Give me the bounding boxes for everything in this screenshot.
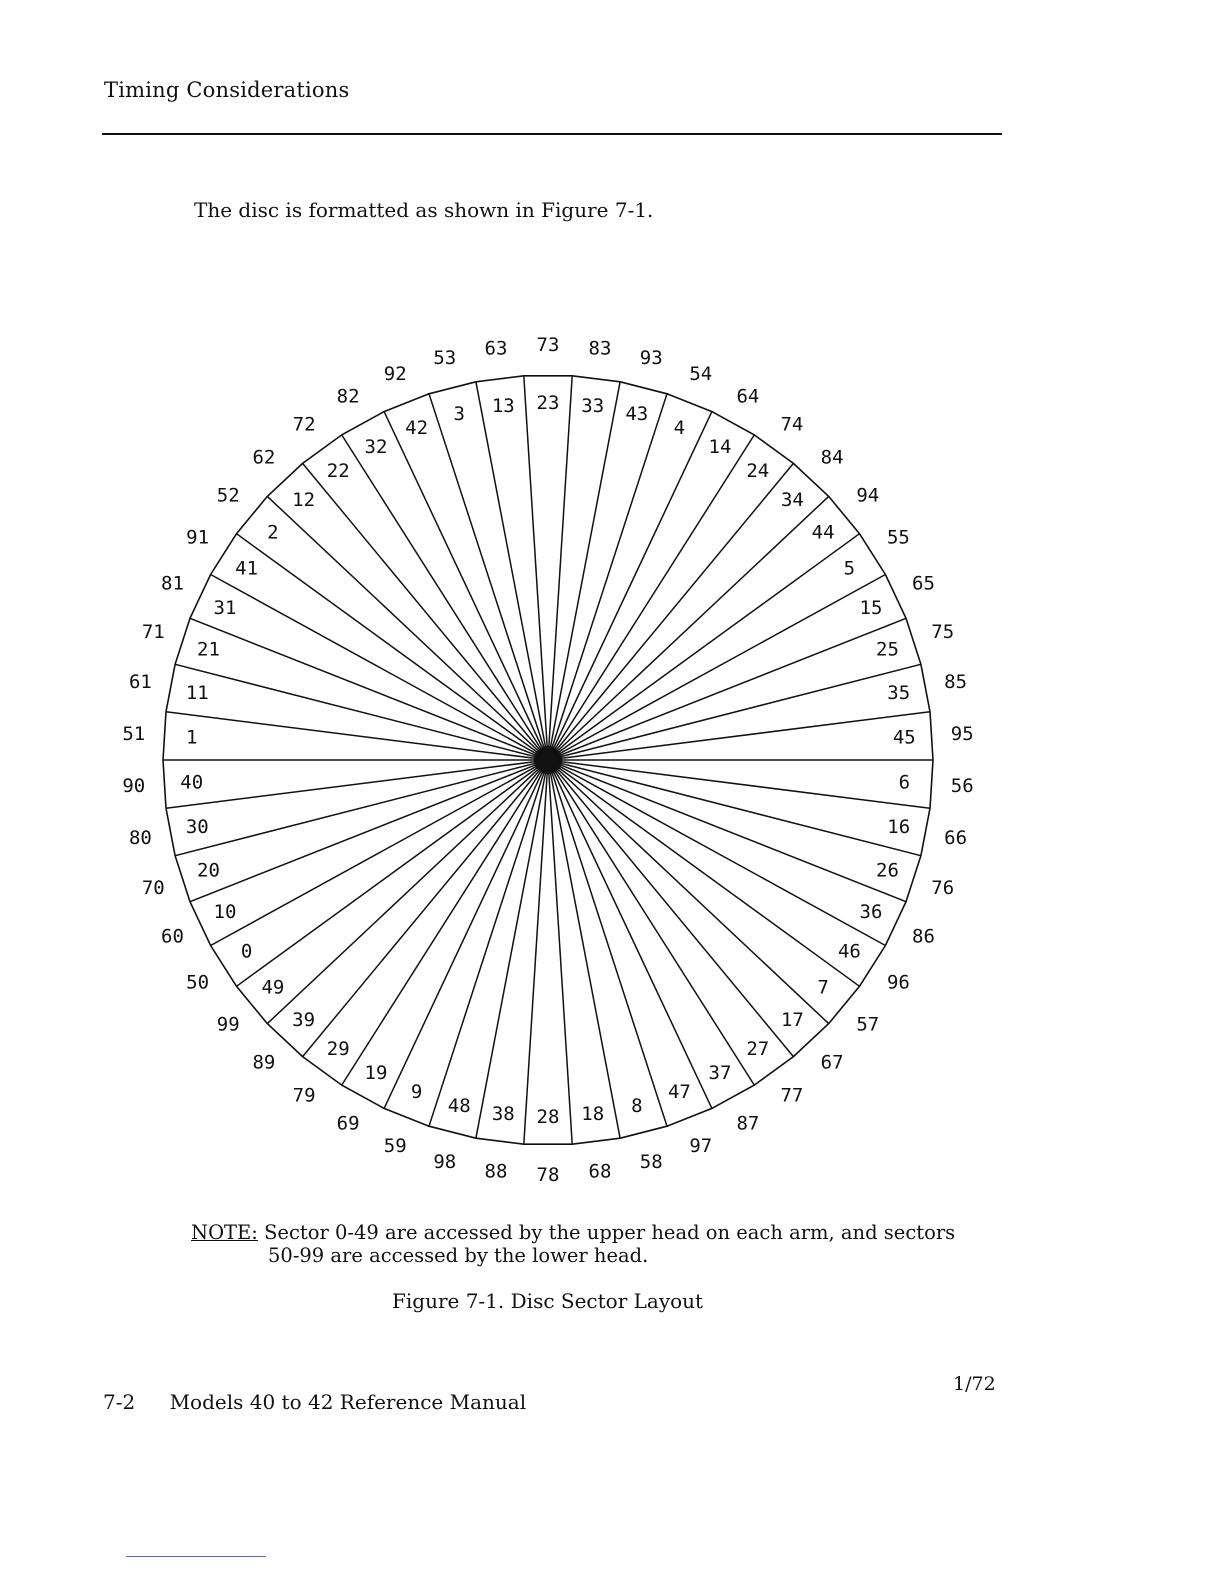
inner-sector-label: 30 xyxy=(185,815,209,838)
outer-sector-label: 90 xyxy=(122,775,146,798)
outer-sector-label: 76 xyxy=(931,877,955,900)
outer-sector-label: 95 xyxy=(950,722,974,745)
note-line-2: 50-99 are accessed by the lower head. xyxy=(268,1244,649,1267)
page-number: 7-2 xyxy=(103,1390,136,1414)
inner-sector-label: 40 xyxy=(180,771,204,794)
inner-sector-label: 32 xyxy=(364,436,388,459)
inner-sector-label: 27 xyxy=(746,1037,770,1060)
inner-sector-label: 2 xyxy=(267,521,279,544)
inner-sector-label: 6 xyxy=(898,771,911,794)
note-line-1: Sector 0-49 are accessed by the upper head on each arm, and sectors xyxy=(264,1221,956,1244)
inner-sector-label: 4 xyxy=(673,417,686,440)
sector-divider xyxy=(548,618,906,760)
inner-sector-label: 9 xyxy=(410,1080,423,1103)
sector-divider xyxy=(548,760,906,902)
inner-sector-label: 39 xyxy=(292,1009,316,1032)
revision-date: 1/72 xyxy=(953,1373,996,1395)
outer-sector-label: 56 xyxy=(950,775,974,798)
inner-sector-label: 49 xyxy=(261,976,285,999)
outer-sector-label: 86 xyxy=(912,925,935,948)
outer-sector-label: 73 xyxy=(536,334,560,356)
note-block xyxy=(191,1221,991,1267)
outer-sector-label: 92 xyxy=(383,363,407,386)
outer-sector-label: 51 xyxy=(122,722,146,745)
inner-sector-label: 47 xyxy=(667,1080,691,1103)
outer-sector-label: 83 xyxy=(588,337,612,360)
sector-divider xyxy=(175,664,548,760)
inner-sector-label: 29 xyxy=(326,1037,350,1060)
outer-sector-label: 79 xyxy=(292,1084,316,1107)
intro-paragraph: The disc is formatted as shown in Figure 7-1. xyxy=(194,198,654,222)
sector-divider xyxy=(175,760,548,856)
outer-sector-label: 58 xyxy=(639,1151,663,1173)
outer-sector-label: 64 xyxy=(736,385,760,408)
inner-sector-label: 18 xyxy=(581,1103,605,1126)
inner-sector-label: 26 xyxy=(876,859,899,882)
bottom-link-underline xyxy=(126,1556,266,1557)
outer-sector-label: 93 xyxy=(639,347,663,369)
outer-sector-label: 60 xyxy=(161,925,184,948)
outer-sector-label: 87 xyxy=(736,1112,760,1135)
inner-sector-label: 28 xyxy=(536,1106,560,1128)
inner-sector-label: 17 xyxy=(780,1009,804,1032)
inner-sector-label: 14 xyxy=(708,436,732,459)
sector-divider xyxy=(548,760,793,1057)
page-header-title: Timing Considerations xyxy=(104,78,350,102)
outer-sector-label: 67 xyxy=(820,1051,844,1074)
sector-divider xyxy=(548,376,572,760)
outer-sector-label: 94 xyxy=(856,484,880,507)
inner-sector-label: 20 xyxy=(197,859,220,882)
outer-sector-label: 82 xyxy=(336,385,360,408)
inner-sector-label: 24 xyxy=(746,460,770,483)
header-rule xyxy=(102,133,1002,135)
outer-sector-label: 89 xyxy=(252,1051,276,1074)
outer-sector-label: 74 xyxy=(780,413,804,436)
inner-sector-label: 46 xyxy=(837,940,861,963)
inner-sector-label: 43 xyxy=(625,403,649,426)
outer-sector-label: 75 xyxy=(931,620,955,643)
note-label: NOTE: xyxy=(191,1221,258,1244)
inner-sector-label: 0 xyxy=(240,940,253,963)
sector-divider xyxy=(190,760,548,902)
inner-sector-label: 3 xyxy=(453,403,465,426)
sector-divider xyxy=(548,760,921,856)
sector-divider xyxy=(548,412,712,760)
sector-divider xyxy=(384,412,548,760)
inner-sector-label: 36 xyxy=(859,901,883,923)
figure-caption: Figure 7-1. Disc Sector Layout xyxy=(392,1289,704,1313)
inner-sector-label: 12 xyxy=(292,488,316,511)
inner-sector-label: 13 xyxy=(491,394,515,417)
inner-sector-label: 10 xyxy=(213,901,237,923)
inner-sector-label: 37 xyxy=(708,1061,732,1084)
outer-sector-label: 98 xyxy=(433,1151,457,1173)
inner-sector-label: 44 xyxy=(811,521,835,544)
sector-divider xyxy=(190,618,548,760)
sector-divider xyxy=(384,760,548,1108)
inner-sector-label: 5 xyxy=(843,557,856,580)
page-footer xyxy=(103,1390,526,1414)
outer-sector-label: 81 xyxy=(161,572,184,595)
inner-sector-label: 31 xyxy=(213,597,237,619)
sector-divider xyxy=(524,376,548,760)
inner-sector-label: 1 xyxy=(185,726,198,749)
sector-divider xyxy=(548,760,712,1108)
inner-sector-label: 15 xyxy=(859,597,883,619)
outer-sector-label: 62 xyxy=(252,446,276,469)
outer-sector-label: 80 xyxy=(128,826,152,849)
outer-sector-label: 61 xyxy=(128,671,152,694)
sector-divider xyxy=(303,463,548,760)
inner-sector-label: 48 xyxy=(447,1094,471,1117)
outer-sector-label: 59 xyxy=(383,1134,407,1157)
outer-sector-label: 53 xyxy=(433,347,457,369)
outer-sector-label: 52 xyxy=(216,484,240,507)
outer-sector-label: 71 xyxy=(141,620,165,643)
inner-sector-label: 33 xyxy=(581,394,605,417)
outer-sector-label: 99 xyxy=(216,1013,240,1036)
outer-sector-label: 85 xyxy=(944,671,968,694)
outer-sector-label: 63 xyxy=(484,337,508,360)
inner-sector-label: 19 xyxy=(364,1061,388,1084)
inner-sector-label: 22 xyxy=(326,460,350,483)
inner-sector-label: 11 xyxy=(185,682,209,705)
outer-sector-label: 50 xyxy=(186,971,210,994)
sector-divider xyxy=(548,664,921,760)
sector-divider xyxy=(524,760,548,1144)
outer-sector-label: 68 xyxy=(588,1160,612,1183)
outer-sector-label: 97 xyxy=(689,1134,713,1157)
inner-sector-label: 41 xyxy=(235,557,259,580)
inner-sector-label: 23 xyxy=(536,392,560,414)
inner-sector-label: 8 xyxy=(631,1094,643,1117)
outer-sector-label: 65 xyxy=(912,572,935,595)
outer-sector-label: 77 xyxy=(780,1084,804,1107)
outer-sector-label: 72 xyxy=(292,413,316,436)
inner-sector-label: 38 xyxy=(491,1103,515,1126)
disc-sector-diagram xyxy=(100,330,1000,1200)
inner-sector-label: 16 xyxy=(887,815,911,838)
outer-sector-label: 54 xyxy=(689,363,713,386)
inner-sector-label: 45 xyxy=(892,726,916,749)
outer-sector-label: 70 xyxy=(141,877,165,900)
outer-sector-label: 96 xyxy=(886,971,910,994)
outer-sector-label: 91 xyxy=(186,526,210,549)
inner-sector-label: 42 xyxy=(405,417,429,440)
sector-divider xyxy=(303,760,548,1057)
outer-sector-label: 84 xyxy=(820,446,844,469)
outer-sector-label: 69 xyxy=(336,1112,360,1135)
inner-sector-label: 35 xyxy=(887,682,911,705)
manual-title: Models 40 to 42 Reference Manual xyxy=(169,1390,527,1414)
inner-sector-label: 25 xyxy=(876,638,899,661)
sector-divider xyxy=(548,760,572,1144)
inner-sector-label: 34 xyxy=(780,488,804,511)
outer-sector-label: 88 xyxy=(484,1160,508,1183)
outer-sector-label: 78 xyxy=(536,1164,560,1186)
disc-hub xyxy=(534,746,562,774)
inner-sector-label: 21 xyxy=(197,638,220,661)
outer-sector-label: 55 xyxy=(886,526,910,549)
outer-sector-label: 66 xyxy=(944,826,968,849)
outer-sector-label: 57 xyxy=(856,1013,880,1036)
sector-divider xyxy=(548,463,793,760)
inner-sector-label: 7 xyxy=(817,976,829,999)
